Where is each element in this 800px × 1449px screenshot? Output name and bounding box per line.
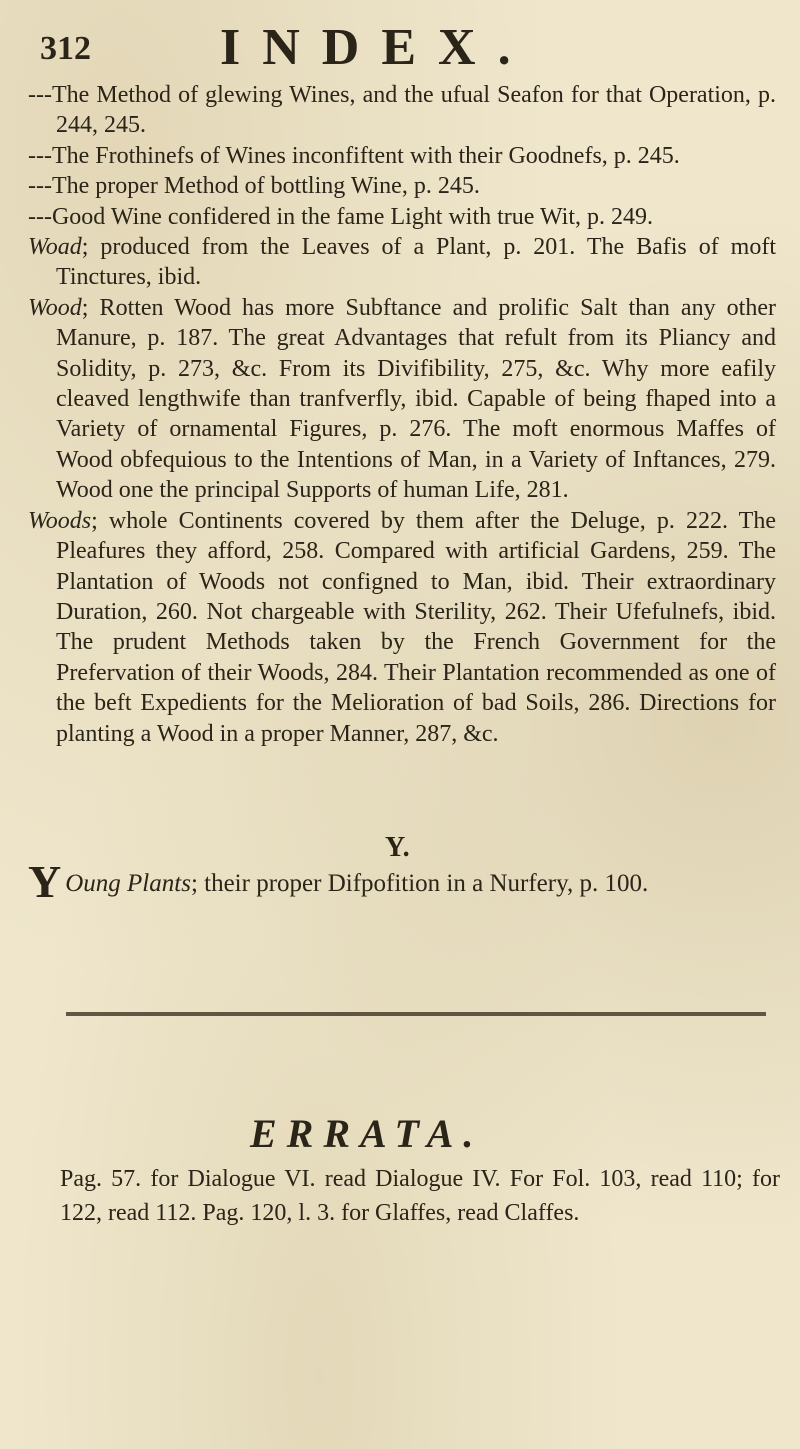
entry-keyword: Wood (28, 294, 82, 321)
entry-keyword: Woad (28, 234, 82, 261)
index-entry-woad (28, 232, 776, 293)
entry-keyword: Woods (28, 507, 92, 534)
entry-text: ---The Frothinefs of Wines inconfiftent with their Goodnefs, p. 245. (28, 142, 680, 169)
page-title: INDEX. (220, 19, 533, 76)
index-entry (28, 80, 776, 141)
index-entry-young-plants (28, 856, 776, 907)
running-head (40, 18, 760, 78)
index-entry-woods (28, 506, 776, 749)
errata-title: ERRATA. (250, 1111, 484, 1156)
entry-text: ---The Method of glewing Wines, and the ufual Seafon for that Operation, p. 244, 245. (28, 82, 776, 139)
index-entries (28, 80, 776, 749)
drop-cap: Y (28, 856, 62, 907)
index-entry (28, 141, 776, 171)
entry-text: ; Rotten Wood has more Subftance and prolific Salt than any other Manure, p. 187. The great Advantages that refult from its Pliancy and Solidity, p. 273, &c. From its Divifibility, 275, &c. Why more eafily cleaved lengthwife than tranfverfly, ibid. Capable of being fhaped into a Variety of ornamental Figures, p. 276. The moft enormous Maffes of Wood obfequious to the Intentions of Man, in a Variety of Inftances, 279. Wood one the principal Supports of human Life, 281. (56, 294, 776, 504)
entry-keyword: Oung Plants (65, 870, 191, 897)
entry-text: ---The proper Method of bottling Wine, p. 245. (28, 173, 480, 200)
index-entry (28, 171, 776, 201)
entry-text: ; produced from the Leaves of a Plant, p. 201. The Bafis of moft Tinctures, ibid. (56, 234, 776, 291)
page-number: 312 (40, 30, 91, 67)
entry-text: ; whole Continents covered by them after the Deluge, p. 222. The Pleafures they afford, 258. Compared with artificial Gardens, 259. The Plantation of Woods not configned to Man, ibid. Their extraordinary Duration, 260. Not chargeable with Sterility, 262. Their Ufefulnefs, ibid. The prudent Methods taken by the French Government for the Prefervation of their Woods, 284. Their Plantation recommended as one of the beft Expedients for the Melioration of bad Soils, 286. Directions for planting a Wood in a proper Manner, 287, &c. (56, 507, 776, 747)
index-entry (28, 202, 776, 232)
section-heading-y: Y. (385, 832, 410, 863)
index-entry-wood (28, 293, 776, 506)
horizontal-rule (66, 1012, 766, 1016)
errata-text: Pag. 57. for Dialogue VI. read Dialogue IV. For Fol. 103, read 110; for 122, read 112. Pag. 120, l. 3. for Glaffes, read Claffes. (60, 1166, 780, 1226)
entry-text: ; their proper Difpofition in a Nurfery, p. 100. (190, 870, 649, 897)
entry-text: ---Good Wine confidered in the fame Light with true Wit, p. 249. (28, 203, 654, 230)
